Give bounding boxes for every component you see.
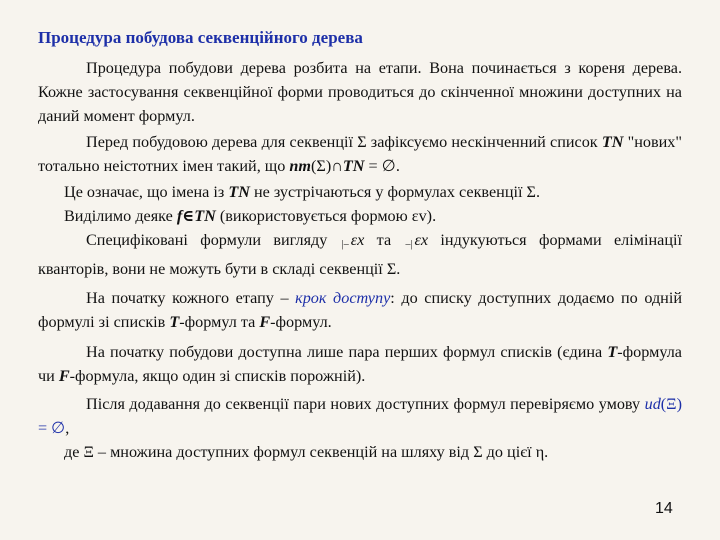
text: Це означає, що імена із	[64, 183, 229, 201]
text: Перед побудовою дерева для секвенції Σ зафіксуємо нескінченний список	[86, 133, 602, 151]
text: (використовується формою εv).	[215, 207, 437, 225]
paragraph-initial-pair	[38, 340, 682, 388]
tn-symbol: TN	[342, 157, 365, 175]
line-select-f	[64, 204, 436, 228]
f-symbol: F	[259, 313, 271, 331]
text: : до списку доступних додаємо по одній формулі зі списків	[38, 289, 683, 331]
text: = ∅.	[364, 157, 400, 175]
epsilon-x: εx	[350, 231, 365, 249]
nm-symbol: nm	[289, 157, 312, 175]
t-symbol: T	[607, 343, 618, 361]
text: На початку побудови доступна лише пара перших формул списків (єдина	[86, 343, 608, 361]
reverse-turnstile-icon: –|	[405, 239, 413, 250]
text: На початку кожного етапу –	[86, 289, 296, 307]
text: індукуються формами елімінації кванторів, вони не можуть бути в складі секвенції Σ.	[38, 231, 682, 278]
t-symbol: T	[169, 313, 180, 331]
page-number: 14	[655, 500, 673, 517]
slide-title: Процедура побудова секвенційного дерева	[38, 28, 363, 47]
text: -формула чи	[38, 343, 682, 385]
text: -формул та	[179, 313, 260, 331]
paragraph-check-condition	[38, 392, 682, 440]
text: "нових" тотально неістотних імен такий, що	[38, 133, 683, 175]
text: (Σ)∩	[311, 157, 343, 175]
paragraph-access-step	[38, 286, 682, 334]
ud-symbol: ud	[644, 395, 661, 413]
text: не зустрічаються у формулах секвенції Σ.	[249, 183, 540, 201]
text: Специфіковані формули вигляду	[86, 231, 340, 249]
tn-symbol: TN	[228, 183, 250, 201]
turnstile-icon: |–	[341, 239, 349, 250]
paragraph-tn-list	[38, 130, 682, 178]
f-symbol: f∈TN	[176, 207, 216, 225]
access-step-term: крок доступу	[295, 289, 391, 307]
paragraph-stages: Процедура побудови дерева розбита на етапи. Вона починається з кореня дерева. Кожне застосування секвенційної форми проводиться до скінченної множини доступних на даний момент формул.	[38, 59, 682, 125]
paragraph-specified-formulas	[38, 228, 682, 281]
f-symbol: F	[58, 367, 70, 385]
epsilon-x: εx	[414, 231, 429, 249]
text: ,	[65, 419, 70, 437]
text: -формул.	[270, 313, 332, 331]
tn-symbol: TN	[601, 133, 624, 151]
line-xi-definition: де Ξ – множина доступних формул секвенцій на шляху від Σ до цієї η.	[64, 443, 549, 461]
ud-condition: (Ξ) = ∅	[38, 395, 682, 437]
text: -формула, якщо один зі списків порожній).	[69, 367, 366, 385]
text: Після додавання до секвенції пари нових доступних формул перевіряємо умову	[86, 395, 645, 413]
text: та	[364, 231, 404, 249]
text: Виділимо деяке	[64, 207, 177, 225]
line-meaning	[64, 180, 540, 204]
